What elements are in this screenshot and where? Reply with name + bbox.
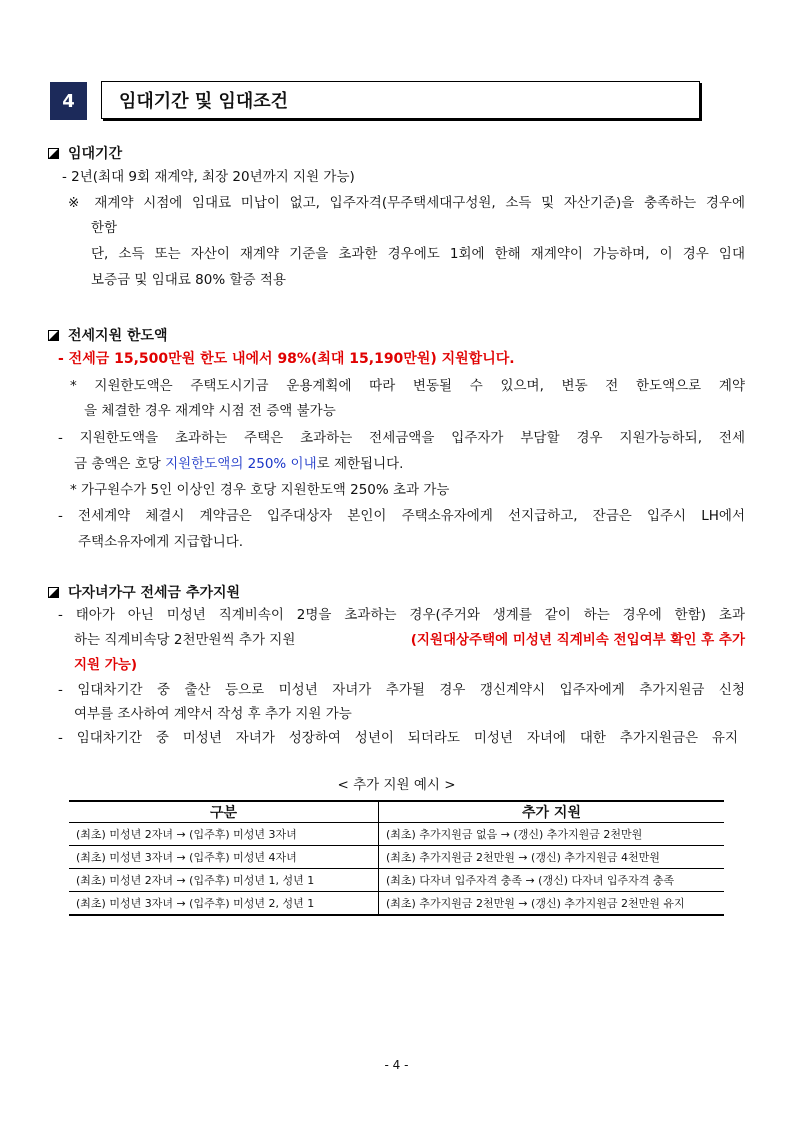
table-row bbox=[69, 846, 724, 869]
emphasis-text: 지원 가능) bbox=[74, 657, 138, 673]
text-line: 보증금 및 임대료 80% 할증 적용 bbox=[91, 272, 286, 288]
text-line: 한함 bbox=[91, 220, 118, 236]
text-line: 주택소유자에게 지급합니다. bbox=[78, 534, 244, 550]
section-bullet-icon bbox=[48, 148, 59, 159]
table-caption: < 추가 지원 예시 > bbox=[337, 777, 456, 793]
text-line: ※ 재계약 시점에 임대료 미납이 없고, 입주자격(무주택세대구성원, 소득 및 자산기준)을 충족하는 경우에 bbox=[68, 195, 745, 211]
table-cell: (최초) 추가지원금 없음 → (갱신) 추가지원금 2천만원 bbox=[379, 823, 725, 846]
table-row bbox=[69, 823, 724, 846]
table-header: 추가 지원 bbox=[379, 801, 725, 823]
text-line: - 임대차기간 중 미성년 자녀가 성장하여 성년이 되더라도 미성년 자녀에 대한 추가지원금은 유지 bbox=[58, 730, 738, 746]
text-segment: 금 총액은 호당 bbox=[74, 456, 166, 472]
table-cell: (최초) 추가지원금 2천만원 → (갱신) 추가지원금 2천만원 유지 bbox=[379, 892, 725, 916]
highlight-line: - 전세금 15,500만원 한도 내에서 98%(최대 15,190만원) 지원합니다. bbox=[58, 351, 515, 367]
table-cell: (최초) 미성년 3자녀 → (입주후) 미성년 2, 성년 1 bbox=[69, 892, 379, 916]
section-bullet-icon bbox=[48, 587, 59, 598]
section-title: 임대기간 bbox=[68, 146, 123, 162]
section-heading-multichild bbox=[48, 582, 240, 602]
section-heading-lease-period bbox=[48, 143, 122, 163]
section-bullet-icon bbox=[48, 330, 59, 341]
table-cell: (최초) 미성년 2자녀 → (입주후) 미성년 1, 성년 1 bbox=[69, 869, 379, 892]
text-line: * 지원한도액은 주택도시기금 운용계획에 따라 변동될 수 있으며, 변동 전 한도액으로 계약 bbox=[70, 378, 745, 394]
section-number-badge: 4 bbox=[50, 82, 87, 120]
section-heading-jeonse-limit bbox=[48, 325, 168, 345]
text-line bbox=[74, 631, 745, 649]
text-line: - 전세계약 체결시 계약금은 입주대상자 본인이 주택소유자에게 선지급하고, 잔금은 입주시 LH에서 bbox=[58, 508, 745, 524]
text-segment: 하는 직계비속당 2천만원씩 추가 지원 bbox=[74, 632, 296, 648]
text-line: - 임대차기간 중 출산 등으로 미성년 자녀가 추가될 경우 갱신계약시 입주자에게 추가지원금 신청 bbox=[58, 682, 745, 698]
table-header: 구분 bbox=[69, 801, 379, 823]
table-row bbox=[69, 892, 724, 916]
section-title: 다자녀가구 전세금 추가지원 bbox=[68, 585, 241, 601]
text-line bbox=[74, 455, 403, 473]
text-line: - 2년(최대 9회 재계약, 최장 20년까지 지원 가능) bbox=[62, 169, 355, 185]
text-line: - 태아가 아닌 미성년 직계비속이 2명을 초과하는 경우(주거와 생계를 같이 하는 경우에 한함) 초과 bbox=[58, 607, 745, 623]
example-table bbox=[69, 800, 724, 916]
text-segment: 로 제한됩니다. bbox=[316, 456, 404, 472]
table-row bbox=[69, 869, 724, 892]
table-cell: (최초) 미성년 2자녀 → (입주후) 미성년 3자녀 bbox=[69, 823, 379, 846]
emphasis-text: 지원한도액의 250% 이내 bbox=[165, 456, 317, 472]
text-line: - 지원한도액을 초과하는 주택은 초과하는 전세금액을 입주자가 부담할 경우 지원가능하되, 전세 bbox=[58, 430, 745, 446]
text-line: 여부를 조사하여 계약서 작성 후 추가 지원 가능 bbox=[74, 706, 352, 722]
text-line: 단, 소득 또는 자산이 재계약 기준을 초과한 경우에도 1회에 한해 재계약이 가능하며, 이 경우 임대 bbox=[91, 246, 745, 262]
text-line: 을 체결한 경우 재계약 시점 전 증액 불가능 bbox=[84, 403, 336, 419]
section-title: 전세지원 한도액 bbox=[68, 328, 168, 344]
emphasis-text: (지원대상주택에 미성년 직계비속 전입여부 확인 후 추가 bbox=[410, 632, 745, 648]
table-cell: (최초) 다자녀 입주자격 충족 → (갱신) 다자녀 입주자격 충족 bbox=[379, 869, 725, 892]
page-number: - 4 - bbox=[384, 1058, 409, 1072]
text-line: * 가구원수가 5인 이상인 경우 호당 지원한도액 250% 초과 가능 bbox=[70, 482, 450, 498]
page-title: 임대기간 및 임대조건 bbox=[101, 81, 700, 119]
table-cell: (최초) 미성년 3자녀 → (입주후) 미성년 4자녀 bbox=[69, 846, 379, 869]
table-cell: (최초) 추가지원금 2천만원 → (갱신) 추가지원금 4천만원 bbox=[379, 846, 725, 869]
